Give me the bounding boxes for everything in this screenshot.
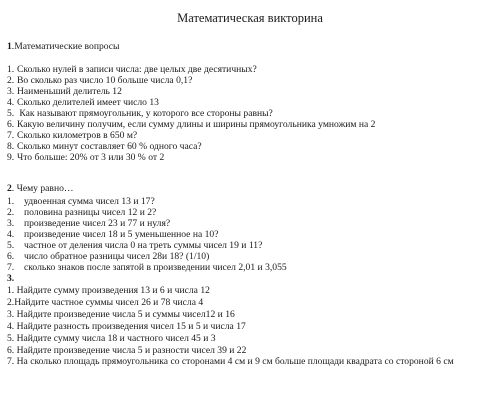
question-number: 1. xyxy=(7,285,15,296)
section2-question xyxy=(7,229,493,240)
question-text: половина разницы чисел 12 и 2? xyxy=(24,207,157,218)
section2-question xyxy=(7,240,493,251)
question-number: 7. xyxy=(7,262,15,273)
section1-question xyxy=(7,86,493,97)
question-text: Сколько километров в 650 м? xyxy=(17,130,138,141)
question-number: 4. xyxy=(7,321,15,332)
question-text: Как называют прямоугольник, у которого все стороны равны? xyxy=(17,108,273,119)
section3-heading: 3. xyxy=(7,273,15,284)
question-number: 5. xyxy=(7,333,15,344)
section2-question xyxy=(7,218,493,229)
question-number: 5. xyxy=(7,240,15,251)
question-number: 6. xyxy=(7,119,15,130)
section1-question xyxy=(7,108,493,119)
section1-question xyxy=(7,119,493,130)
section2-heading xyxy=(7,183,493,194)
question-number: 3. xyxy=(7,309,15,320)
question-number: 8. xyxy=(7,141,15,152)
question-text: число обратное разницы чисел 28и 18? (1/10) xyxy=(24,251,210,262)
section1-question xyxy=(7,152,493,163)
question-text: Найдите сумму произведения 13 и 6 и числа 12 xyxy=(16,285,210,296)
section2-heading-text: . Чему равно… xyxy=(11,183,74,194)
question-text: Сколько минут составляет 60 % одного часа? xyxy=(17,141,202,152)
question-number: 4. xyxy=(7,229,15,240)
question-number: 6. xyxy=(7,251,15,262)
question-number: 7. xyxy=(7,130,15,141)
question-number: 6. xyxy=(7,345,15,356)
section3-question xyxy=(7,333,493,344)
section1-question xyxy=(7,141,493,152)
question-text: Что больше: 20% от 3 или 30 % от 2 xyxy=(17,152,165,163)
question-number: 2. xyxy=(7,297,15,308)
question-text: удвоенная сумма чисел 13 и 17? xyxy=(24,196,155,207)
section1-heading-text: .Математические вопросы xyxy=(11,41,120,52)
section3-question xyxy=(7,345,493,356)
question-text: частное от деления числа 0 на треть суммы чисел 19 и 11? xyxy=(24,240,263,251)
question-text: Найдите частное суммы чисел 26 и 78 числа 4 xyxy=(14,297,204,308)
section2-question xyxy=(7,196,493,207)
question-number: 9. xyxy=(7,152,15,163)
section1-heading xyxy=(7,41,493,52)
question-number: 7. xyxy=(7,356,15,367)
question-text: Найдите произведение числа 5 и разности чисел 39 и 22 xyxy=(16,345,247,356)
section1-question xyxy=(7,130,493,141)
question-text: Сколько делителей имеет число 13 xyxy=(17,97,159,108)
question-text: произведение чисел 23 и 77 и нуля? xyxy=(24,218,171,229)
question-number: 4. xyxy=(7,97,15,108)
question-text: Сколько нулей в записи числа: две целых две десятичных? xyxy=(17,64,257,75)
section3-question xyxy=(7,321,493,332)
section3-question xyxy=(7,297,493,308)
question-number: 3. xyxy=(7,218,15,229)
question-number: 1. xyxy=(7,196,15,207)
question-text: На сколько площадь прямоугольника со сторонами 4 см и 9 см больше площади квадрата со стороной 6 см xyxy=(16,356,454,367)
section3-question xyxy=(7,357,493,368)
question-text: Во сколько раз число 10 больше числа 0,1? xyxy=(17,75,193,86)
section2-heading-number: 2 xyxy=(7,183,12,194)
section1-question xyxy=(7,64,493,75)
section2-question xyxy=(7,207,493,218)
question-number: 3. xyxy=(7,86,15,97)
question-number: 5. xyxy=(7,108,15,119)
section3-question xyxy=(7,285,493,296)
question-text: Наименьший делитель 12 xyxy=(17,86,122,97)
section1-heading-number: 1 xyxy=(7,41,12,52)
section1-question xyxy=(7,75,493,86)
question-text: Найдите разность произведения чисел 15 и 5 и числа 17 xyxy=(16,321,246,332)
question-number: 1. xyxy=(7,64,15,75)
question-text: сколько знаков после запятой в произведении чисел 2,01 и 3,055 xyxy=(24,262,287,273)
section2-question xyxy=(7,262,493,273)
question-text: Найдите сумму числа 18 и частного чисел 45 и 3 xyxy=(16,333,216,344)
question-text: произведение чисел 18 и 5 уменьшенное на 10? xyxy=(24,229,219,240)
document-title: Математическая викторина xyxy=(177,11,323,25)
question-number: 2. xyxy=(7,207,15,218)
section2-question xyxy=(7,251,493,262)
question-number: 2. xyxy=(7,75,15,86)
question-text: Какую величину получим, если сумму длины и ширины прямоугольника умножим на 2 xyxy=(17,119,376,130)
section3-question xyxy=(7,309,493,320)
section1-question xyxy=(7,97,493,108)
question-text: Найдите произведение числа 5 и суммы чисел12 и 16 xyxy=(16,309,235,320)
